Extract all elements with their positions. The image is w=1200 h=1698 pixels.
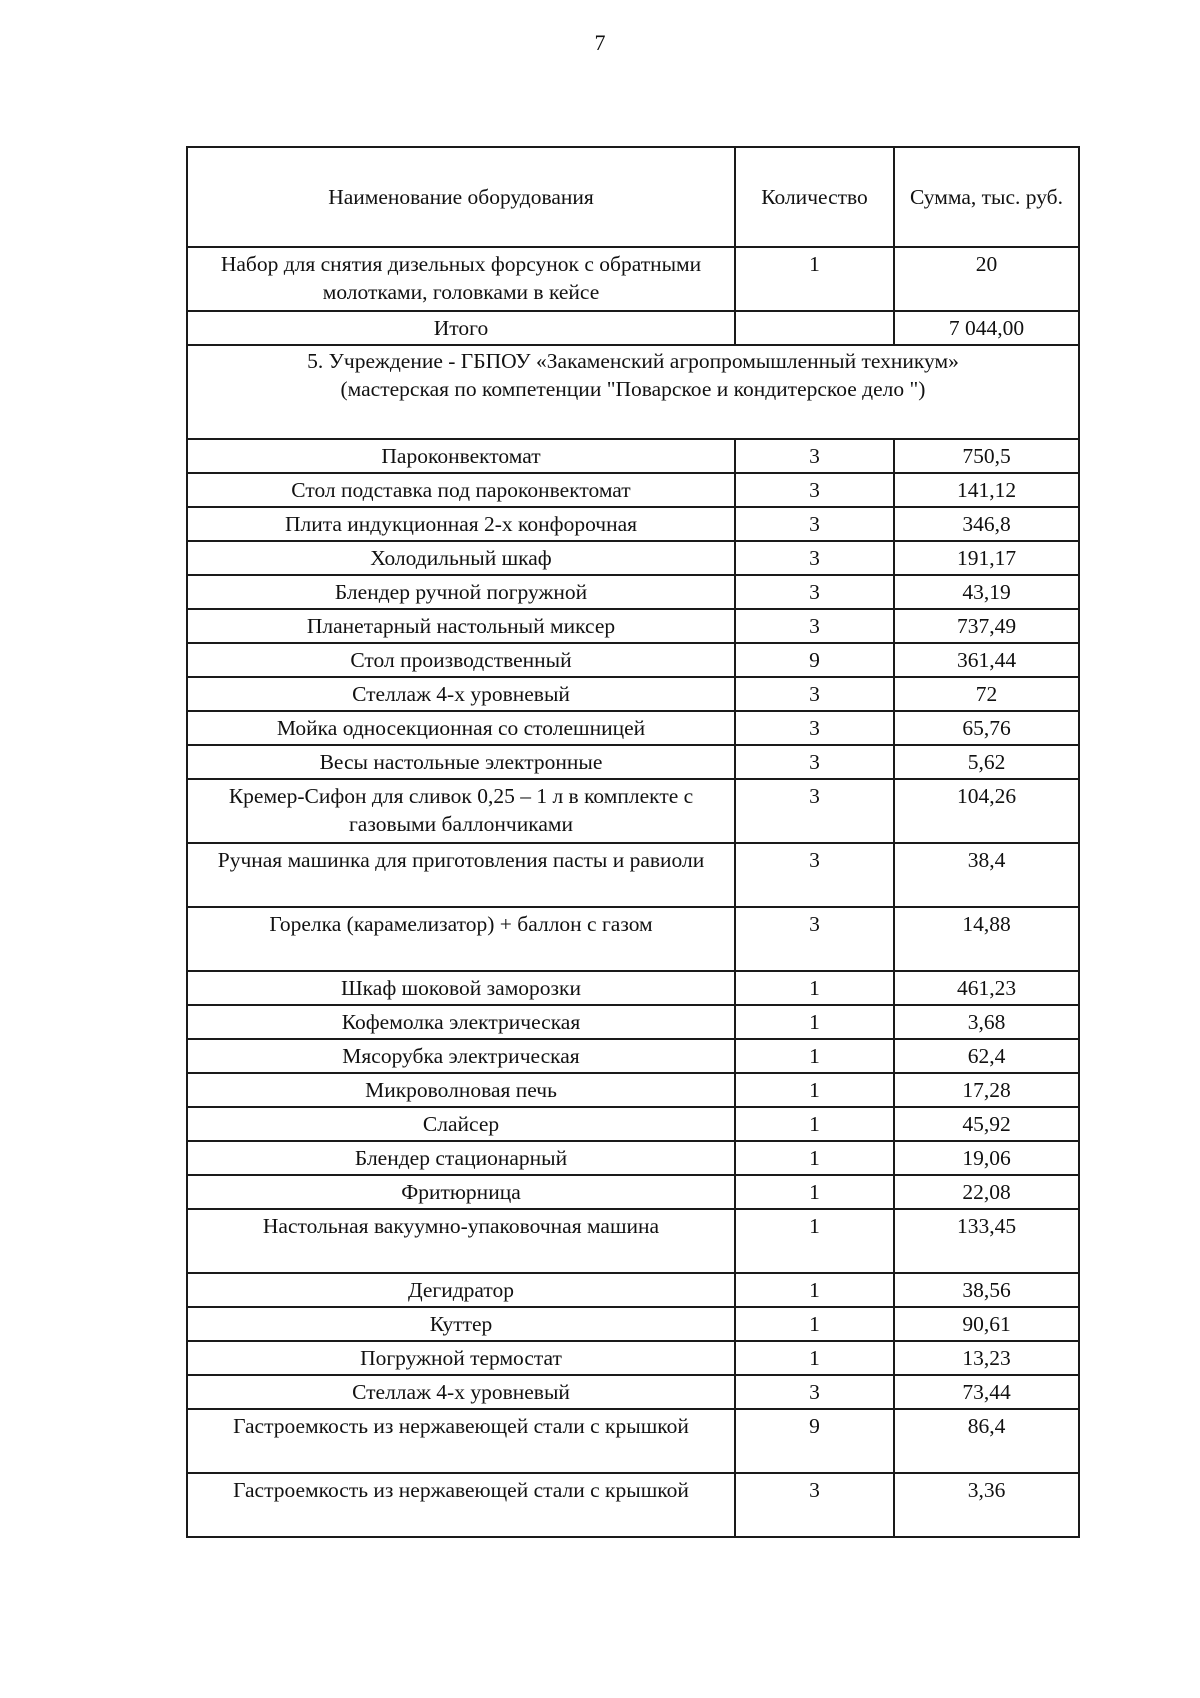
table-row — [187, 1107, 1079, 1141]
total-label: Итого — [187, 311, 735, 345]
equipment-table — [186, 146, 1080, 1538]
cell-name: Стеллаж 4-х уровневый — [187, 677, 735, 711]
cell-sum: 750,5 — [894, 439, 1079, 473]
cell-qty: 1 — [735, 1141, 894, 1175]
table-row — [187, 507, 1079, 541]
table-row — [187, 575, 1079, 609]
cell-name: Стол производственный — [187, 643, 735, 677]
cell-qty: 3 — [735, 473, 894, 507]
cell-name: Мясорубка электрическая — [187, 1039, 735, 1073]
cell-qty: 1 — [735, 1073, 894, 1107]
cell-qty: 1 — [735, 1039, 894, 1073]
cell-qty: 1 — [735, 1107, 894, 1141]
cell-name: Блендер ручной погружной — [187, 575, 735, 609]
table-row — [187, 711, 1079, 745]
cell-sum: 62,4 — [894, 1039, 1079, 1073]
cell-sum: 346,8 — [894, 507, 1079, 541]
cell-sum: 737,49 — [894, 609, 1079, 643]
cell-sum: 20 — [894, 247, 1079, 311]
cell-sum: 14,88 — [894, 907, 1079, 971]
cell-sum: 90,61 — [894, 1307, 1079, 1341]
table-row — [187, 1409, 1079, 1473]
cell-name: Стеллаж 4-х уровневый — [187, 1375, 735, 1409]
cell-name: Погружной термостат — [187, 1341, 735, 1375]
table-row — [187, 439, 1079, 473]
cell-sum: 3,36 — [894, 1473, 1079, 1537]
cell-qty: 1 — [735, 1341, 894, 1375]
table-row — [187, 677, 1079, 711]
cell-qty: 1 — [735, 247, 894, 311]
cell-qty: 3 — [735, 439, 894, 473]
cell-name: Гастроемкость из нержавеющей стали с крышкой — [187, 1473, 735, 1537]
table-row — [187, 1073, 1079, 1107]
cell-sum: 65,76 — [894, 711, 1079, 745]
table-row — [187, 1039, 1079, 1073]
table-row — [187, 541, 1079, 575]
cell-qty: 3 — [735, 1375, 894, 1409]
cell-name: Весы настольные электронные — [187, 745, 735, 779]
table-row — [187, 1273, 1079, 1307]
table-row — [187, 473, 1079, 507]
cell-name: Холодильный шкаф — [187, 541, 735, 575]
table-row — [187, 843, 1079, 907]
table-row — [187, 1209, 1079, 1273]
cell-sum: 73,44 — [894, 1375, 1079, 1409]
cell-name: Стол подставка под пароконвектомат — [187, 473, 735, 507]
cell-name: Пароконвектомат — [187, 439, 735, 473]
cell-qty: 1 — [735, 1307, 894, 1341]
cell-qty: 1 — [735, 1273, 894, 1307]
total-row — [187, 311, 1079, 345]
cell-qty: 9 — [735, 1409, 894, 1473]
cell-sum: 72 — [894, 677, 1079, 711]
table-row — [187, 745, 1079, 779]
cell-name: Шкаф шоковой заморозки — [187, 971, 735, 1005]
cell-qty: 3 — [735, 507, 894, 541]
cell-sum: 22,08 — [894, 1175, 1079, 1209]
cell-qty: 1 — [735, 1175, 894, 1209]
cell-name: Набор для снятия дизельных форсунок с обратными молотками, головками в кейсе — [187, 247, 735, 311]
table-row — [187, 1005, 1079, 1039]
section-title-line1: 5. Учреждение - ГБПОУ «Закаменский агропромышленный техникум» — [307, 349, 959, 373]
cell-sum: 141,12 — [894, 473, 1079, 507]
cell-name: Фритюрница — [187, 1175, 735, 1209]
cell-name: Гастроемкость из нержавеющей стали с крышкой — [187, 1409, 735, 1473]
cell-name: Микроволновая печь — [187, 1073, 735, 1107]
cell-sum: 361,44 — [894, 643, 1079, 677]
table-row — [187, 609, 1079, 643]
total-qty — [735, 311, 894, 345]
cell-sum: 19,06 — [894, 1141, 1079, 1175]
cell-name: Слайсер — [187, 1107, 735, 1141]
table-row — [187, 643, 1079, 677]
table-row — [187, 1175, 1079, 1209]
table-row — [187, 1341, 1079, 1375]
cell-qty: 3 — [735, 843, 894, 907]
cell-sum: 13,23 — [894, 1341, 1079, 1375]
cell-sum: 133,45 — [894, 1209, 1079, 1273]
cell-qty: 1 — [735, 1005, 894, 1039]
cell-name: Плита индукционная 2-х конфорочная — [187, 507, 735, 541]
total-sum: 7 044,00 — [894, 311, 1079, 345]
cell-qty: 3 — [735, 1473, 894, 1537]
cell-name: Блендер стационарный — [187, 1141, 735, 1175]
cell-sum: 38,56 — [894, 1273, 1079, 1307]
cell-sum: 86,4 — [894, 1409, 1079, 1473]
cell-qty: 9 — [735, 643, 894, 677]
cell-sum: 461,23 — [894, 971, 1079, 1005]
cell-sum: 17,28 — [894, 1073, 1079, 1107]
table-row — [187, 971, 1079, 1005]
cell-name: Кофемолка электрическая — [187, 1005, 735, 1039]
section-row — [187, 345, 1079, 439]
table-header-row — [187, 147, 1079, 247]
cell-qty: 3 — [735, 541, 894, 575]
cell-name: Горелка (карамелизатор) + баллон с газом — [187, 907, 735, 971]
cell-qty: 3 — [735, 745, 894, 779]
cell-name: Настольная вакуумно-упаковочная машина — [187, 1209, 735, 1273]
cell-name: Ручная машинка для приготовления пасты и равиоли — [187, 843, 735, 907]
cell-sum: 104,26 — [894, 779, 1079, 843]
cell-sum: 3,68 — [894, 1005, 1079, 1039]
cell-name: Мойка односекционная со столешницей — [187, 711, 735, 745]
section-title — [187, 345, 1079, 439]
table-row — [187, 1307, 1079, 1341]
cell-sum: 191,17 — [894, 541, 1079, 575]
table-row — [187, 779, 1079, 843]
cell-qty: 3 — [735, 575, 894, 609]
cell-sum: 38,4 — [894, 843, 1079, 907]
table-row — [187, 1473, 1079, 1537]
cell-qty: 1 — [735, 1209, 894, 1273]
cell-name: Планетарный настольный миксер — [187, 609, 735, 643]
page-number: 7 — [594, 30, 606, 55]
cell-name: Куттер — [187, 1307, 735, 1341]
table-row — [187, 1141, 1079, 1175]
header-sum: Сумма, тыс. руб. — [894, 147, 1079, 247]
header-name: Наименование оборудования — [187, 147, 735, 247]
cell-name: Дегидратор — [187, 1273, 735, 1307]
header-qty: Количество — [735, 147, 894, 247]
cell-qty: 3 — [735, 677, 894, 711]
cell-sum: 5,62 — [894, 745, 1079, 779]
cell-qty: 1 — [735, 971, 894, 1005]
cell-qty: 3 — [735, 779, 894, 843]
cell-name: Кремер-Сифон для сливок 0,25 – 1 л в комплекте с газовыми баллончиками — [187, 779, 735, 843]
cell-sum: 43,19 — [894, 575, 1079, 609]
cell-qty: 3 — [735, 609, 894, 643]
cell-sum: 45,92 — [894, 1107, 1079, 1141]
table-row — [187, 907, 1079, 971]
table-row — [187, 1375, 1079, 1409]
section-title-line2: (мастерская по компетенции "Поварское и кондитерское дело ") — [340, 377, 926, 401]
cell-qty: 3 — [735, 907, 894, 971]
table-row — [187, 247, 1079, 311]
cell-qty: 3 — [735, 711, 894, 745]
